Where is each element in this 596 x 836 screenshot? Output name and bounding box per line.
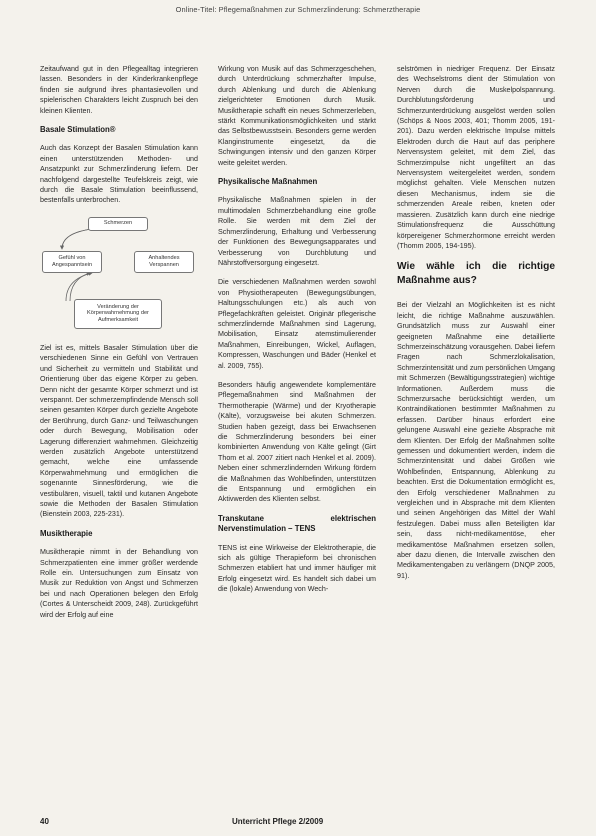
heading-tens: Transkutane elektrischen Nervenstimulation – TENS: [218, 513, 376, 534]
paragraph: Auch das Konzept der Basalen Stimulation kann einen unterstützenden Methoden- und Ansatzpunkt zur Schmerzlinderung liefern. Der nachfolgend dargestellte Teufelskreis zeigt, wie durch die Basale Stimulation beeinflussend, bestenfalls unterbrochen.: [40, 144, 198, 205]
paragraph: Bei der Vielzahl an Möglichkeiten ist es nicht leicht, die richtige Maßnahme auszuwählen. Grundsätzlich muss zur Auswahl einer geeigneten Maßnahme eine detaillierte Schmerzeinschätzung vorausgehen. Dabei liefern Fragen nach Schmerzlokalisation, Schmerzintensität und zum persönlichen Umgang mit Schmerzen (Bewältigungsstrategien) wichtige Informationen. Außerdem muss die Schmerzursache berücksichtigt werden, um Kontraindikationen bestimmter Maßnahmen zu erfassen. Darüber hinaus erfordert eine gelungene Auswahl eine gezielte Absprache mit dem Klienten. Der Erfolg der Maßnahmen sollte gemessen und dokumentiert werden, indem die Schmerzintensität und dabei Größen wie Wohlbefinden, Entspannung, Ablenkung zu beachten. Erst die Dokumentation ermöglicht es, den Erfolg verschiedener Maßnahmen zu vergleichen und in Absprache mit dem Klienten und seinen Angehörigen das Mittel der Wahl festzulegen. Dabei muss allen Beteiligten klar sein, dass nicht-medikamentöse, eher medikamentöse Maßnahmen ersetzen sollen, aber dazu dienen, die Intervalle zwischen den Medikamentengaben zu verlängern (DNQP 2005, 91).: [397, 301, 555, 580]
paragraph: Wirkung von Musik auf das Schmerzgeschehen, durch Unterdrückung schmerzhafter Impulse, durch Ablenkung und durch die Ablenkung zielgerichteter Emotionen durch Musik. Musiktherapie schafft ein neues Schmerzerleben, stärkt Kommunikationsmöglichkeiten und stärkt das Selbstbewusstsein. Besonders gerne werden Klanginstrumente eingesetzt, da die Schwingungen intensiv und den ganzen Körper weite geleitet werden.: [218, 65, 376, 167]
paragraph: Zeitaufwand gut in den Pflegealltag integrieren lassen. Besonders in der Kinderkrankenpflege finden sie aufgrund ihres phantasievollen und spielerischen Charakters leicht Zuspruch bei den kleinen Klienten.: [40, 65, 198, 115]
column-2: [218, 64, 376, 604]
heading-musiktherapie: Musiktherapie: [40, 528, 93, 538]
diagram-box-koerperwahrnehmung: Veränderung der Körperwahrnehmung der Aufmerksamkeit: [74, 299, 162, 329]
paragraph: Musiktherapie nimmt in der Behandlung von Schmerzpatienten eine immer größer werdende Rolle ein. Untersuchungen zum Einsatz von Musik zur Reduktion von Angst und Schmerzen bei und nach Operationen belegen den Erfolg (Cortes & Unterscheidt 2009, 248). Zurückgeführt wird der Erfolg auf eine: [40, 548, 198, 619]
paragraph: Physikalische Maßnahmen spielen in der multimodalen Schmerzbehandlung eine große Rolle. Sie werden mit dem Ziel der Schmerzlinderung, Erhaltung und Verbesserung der Funktionen des Bewegungsapparates und Verbesserung von Durchblutung und Nährstoffversorgung eingesetzt.: [218, 196, 376, 267]
journal-footer: Unterricht Pflege 2/2009: [232, 817, 324, 826]
diagram-box-schmerzen: Schmerzen: [88, 217, 148, 231]
heading-physikalische-massnahmen: Physikalische Maßnahmen: [218, 177, 318, 187]
heading-basale-stimulation: Basale Stimulation®: [40, 125, 116, 135]
paragraph: Ziel ist es, mittels Basaler Stimulation über die verschiedenen Sinne ein Gefühl von Vertrauen und Sicherheit zu vermitteln und Stabilität und Orientierung über das eigene Körper zu geben. Denn nicht der gesamte Körper schmerzt und ist verspannt. Der schmerzempfindende Mensch soll seinen gesamten Körper durch gezielte Angebote der Berührung, durch Ganz- und Teilwaschungen oder durch Bewegung, Mobilisation oder Lagerung differenziert wahrnehmen. Gleichzeitig werden zusätzlich Angebote unterstützend gemacht, welche eine umfassende Körperwahrnehmung und ermöglichen die sogenannte Sinnesförderung, wie die vestibulären, visuell, taktil und kutanen Angebote sowie die Methoden der Basalen Stimulation (Bienstein 2003, 225-231).: [40, 343, 198, 519]
diagram-box-angespanntsein: Gefühl von Angespanntsein: [42, 251, 102, 273]
paragraph: Die verschiedenen Maßnahmen werden sowohl von Physiotherapeuten (Bewegungsübungen, Haltungsschulungen etc.) als auch von Pflegefachkräften geleistet. Originär pflegerische schmerzlindernde Maßnahmen sind Lagerung, Mobilisation, Einsatz atemstimulierender Maßnahmen, Einreibungen, Wickel, Auflagen, Kompressen, Waschungen und Bäder (Henkel et al. 2009, 755).: [218, 278, 376, 370]
paragraph: selströmen in niedriger Frequenz. Der Einsatz des Wechselstroms dient der Stimulation von Nerven durch die Muskelpolspannung. Durchblutungsförderung und Schmerzunterdrückung ausgelöst werden sollen (Schöps & Noos 2003, 401; Thomm 2005, 191-201). Dazu werden elektrische Impulse mittels Elektroden durch die Haut auf das periphere Nervensystem geleitet, mit dem Ziel, das Schmerzimpulse nicht ungefiltert an das Nervensystem weitergeleitet werden, sondern möglichst gehalten. Viele Menschen nutzen diesen Mechanismus, indem sie die schmerzenden Areale reiben, kneten oder massieren. Zusätzlich kann durch eine niedrige Stimulationsfrequenz die Ausschüttung körpereigener Schmerzhormone erreicht werden (Thomm 2005, 194-195).: [397, 65, 555, 250]
column-3: [397, 64, 555, 590]
running-head: Online-Titel: Pflegemaßnahmen zur Schmerzlinderung: Schmerztherapie: [175, 5, 421, 14]
paragraph: Besonders häufig angewendete komplementäre Pflegemaßnahmen sind Maßnahmen der Thermotherapie (Wärme) und der Kryotherapie (Kälte), vorzugsweise bei akuten Schmerzen. Studien haben gezeigt, dass bei Erwachsenen die Schmerzlinderung besonders bei einer kombinierten Anwendung von Kälte gelingt (Girt Thom et al. 2007 zitiert nach Henkel et al. 2009). Neben einer schmerzlindernden Wirkung fördern die Maßnahmen das Wohlbefinden, unterstützen die Entspannung und ermöglichen ein Aktivwerden des Klienten selbst.: [218, 380, 376, 504]
page-number: 40: [40, 817, 49, 826]
heading-massnahme-auswahl: Wie wähle ich die richtige Maßnahme aus?: [397, 261, 555, 287]
paragraph: TENS ist eine Wirkweise der Elektrotherapie, die sich als gültige Therapieform bei chronischen Schmerzen etabliert hat und immer häufiger mit Erfolg eingesetzt wird. Es handelt sich dabei um die (lokale) Anwendung von Wech-: [218, 543, 376, 594]
teufelskreis-diagram: [40, 215, 196, 333]
column-1: [40, 64, 198, 629]
diagram-box-verspannen: Anhaltendes Verspannen: [134, 251, 194, 273]
